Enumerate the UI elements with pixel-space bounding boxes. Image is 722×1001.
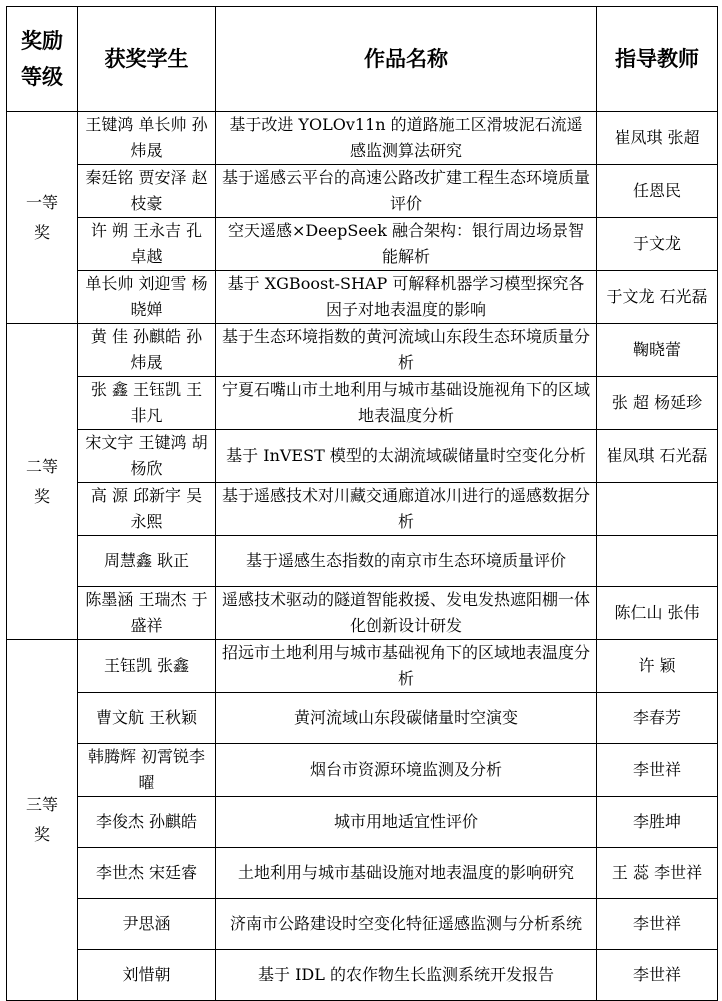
students-cell: 韩腾辉 初霄锐李 曜 (78, 744, 216, 797)
teacher-cell: 陈仁山 张伟 (597, 587, 718, 640)
table-row (7, 899, 718, 950)
award-level-second: 二等奖 (7, 324, 78, 640)
students-cell: 刘惜朝 (78, 950, 216, 1001)
students-cell: 秦廷铭 贾安泽 赵枝豪 (78, 165, 216, 218)
teacher-cell: 李胜坤 (597, 797, 718, 848)
students-cell: 许 朔 王永吉 孔卓越 (78, 218, 216, 271)
table-row (7, 165, 718, 218)
header-teacher: 指导教师 (597, 7, 718, 112)
teacher-cell: 任恩民 (597, 165, 718, 218)
work-title-cell: 城市用地适宜性评价 (216, 797, 597, 848)
students-cell: 张 鑫 王钰凯 王非凡 (78, 377, 216, 430)
teacher-cell: 崔凤琪 张超 (597, 112, 718, 165)
students-cell: 尹思涵 (78, 899, 216, 950)
work-title-cell: 宁夏石嘴山市土地利用与城市基础设施视角下的区域地表温度分析 (216, 377, 597, 430)
work-title-cell: 基于生态环境指数的黄河流域山东段生态环境质量分析 (216, 324, 597, 377)
teacher-cell: 李世祥 (597, 950, 718, 1001)
students-cell: 曹文航 王秋颖 (78, 693, 216, 744)
table-row (7, 430, 718, 483)
students-cell: 宋文宇 王键鸿 胡杨欣 (78, 430, 216, 483)
students-cell: 王键鸿 单长帅 孙炜晟 (78, 112, 216, 165)
students-cell: 李世杰 宋廷睿 (78, 848, 216, 899)
work-title-cell: 烟台市资源环境监测及分析 (216, 744, 597, 797)
table-row (7, 483, 718, 536)
header-level: 奖励等级 (7, 7, 78, 112)
table-row (7, 271, 718, 324)
work-title-cell: 基于改进 YOLOv11n 的道路施工区滑坡泥石流遥感监测算法研究 (216, 112, 597, 165)
table-row (7, 536, 718, 587)
students-cell: 王钰凯 张鑫 (78, 640, 216, 693)
teacher-cell: 崔凤琪 石光磊 (597, 430, 718, 483)
teacher-cell (597, 483, 718, 536)
award-level-third: 三等奖 (7, 640, 78, 1001)
table-row (7, 218, 718, 271)
table-row (7, 587, 718, 640)
work-title-cell: 招远市土地利用与城市基础视角下的区域地表温度分析 (216, 640, 597, 693)
students-cell: 李俊杰 孙麒皓 (78, 797, 216, 848)
table-row (7, 640, 718, 693)
students-cell: 单长帅 刘迎雪 杨晓婵 (78, 271, 216, 324)
teacher-cell: 鞠晓蕾 (597, 324, 718, 377)
table-row (7, 744, 718, 797)
award-level-first: 一等奖 (7, 112, 78, 324)
teacher-cell: 许 颖 (597, 640, 718, 693)
awards-table (6, 6, 718, 1001)
table-body (7, 112, 718, 1001)
work-title-cell: 基于 InVEST 模型的太湖流域碳储量时空变化分析 (216, 430, 597, 483)
teacher-cell: 张 超 杨延珍 (597, 377, 718, 430)
work-title-cell: 基于 XGBoost-SHAP 可解释机器学习模型探究各因子对地表温度的影响 (216, 271, 597, 324)
teacher-cell: 李世祥 (597, 744, 718, 797)
header-work: 作品名称 (216, 7, 597, 112)
table-row (7, 324, 718, 377)
work-title-cell: 空天遥感×DeepSeek 融合架构：银行周边场景智能解析 (216, 218, 597, 271)
table-row (7, 693, 718, 744)
work-title-cell: 遥感技术驱动的隧道智能救援、发电发热遮阳棚一体化创新设计研发 (216, 587, 597, 640)
table-row (7, 797, 718, 848)
teacher-cell (597, 536, 718, 587)
teacher-cell: 王 蕊 李世祥 (597, 848, 718, 899)
teacher-cell: 于文龙 (597, 218, 718, 271)
students-cell: 周慧鑫 耿正 (78, 536, 216, 587)
work-title-cell: 济南市公路建设时空变化特征遥感监测与分析系统 (216, 899, 597, 950)
header-students: 获奖学生 (78, 7, 216, 112)
students-cell: 黄 佳 孙麒皓 孙炜晟 (78, 324, 216, 377)
work-title-cell: 土地利用与城市基础设施对地表温度的影响研究 (216, 848, 597, 899)
teacher-cell: 于文龙 石光磊 (597, 271, 718, 324)
work-title-cell: 基于遥感技术对川藏交通廊道冰川进行的遥感数据分析 (216, 483, 597, 536)
work-title-cell: 黄河流域山东段碳储量时空演变 (216, 693, 597, 744)
teacher-cell: 李世祥 (597, 899, 718, 950)
work-title-cell: 基于遥感生态指数的南京市生态环境质量评价 (216, 536, 597, 587)
students-cell: 陈墨涵 王瑞杰 于盛祥 (78, 587, 216, 640)
header-row (7, 7, 718, 112)
table-row (7, 377, 718, 430)
students-cell: 高 源 邱新宇 吴永熙 (78, 483, 216, 536)
work-title-cell: 基于 IDL 的农作物生长监测系统开发报告 (216, 950, 597, 1001)
table-row (7, 848, 718, 899)
work-title-cell: 基于遥感云平台的高速公路改扩建工程生态环境质量评价 (216, 165, 597, 218)
teacher-cell: 李春芳 (597, 693, 718, 744)
table-row (7, 112, 718, 165)
